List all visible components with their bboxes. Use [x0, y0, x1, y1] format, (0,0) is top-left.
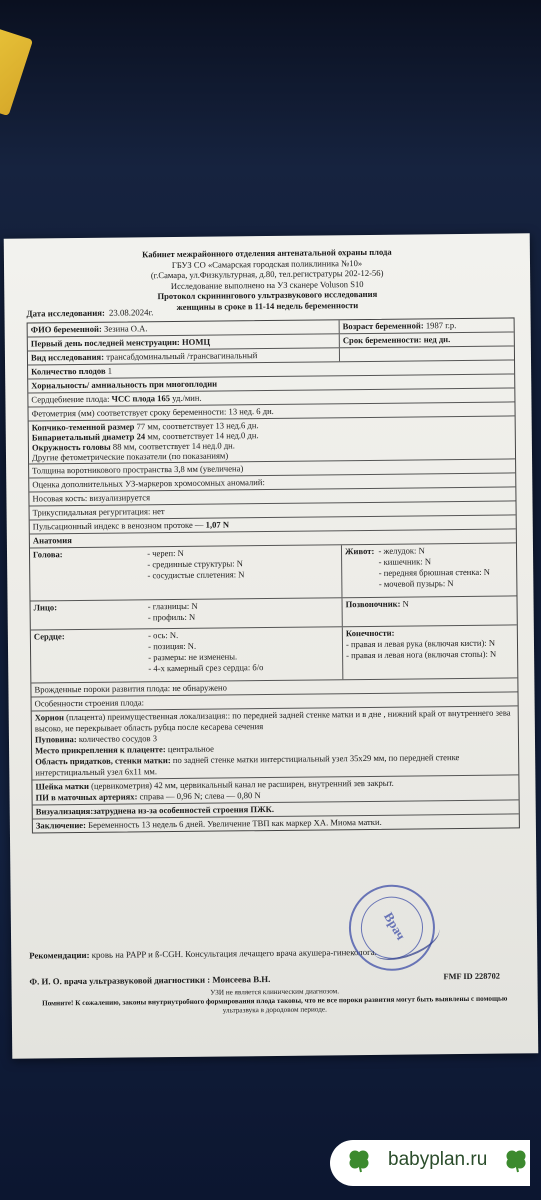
hc-text: мм, соответствует 14 нед.0 дн. [123, 440, 235, 452]
uterine-pi-value: справа — 0,96 N; слева — 0,80 N [139, 790, 261, 802]
lmp-value: НОМЦ [181, 336, 211, 347]
uterine-pi-label: ПИ в маточных артериях: [35, 791, 138, 803]
abdomen-items [378, 545, 490, 590]
watermark-text: babyplan.ru [388, 1149, 488, 1170]
study-date [26, 307, 153, 318]
bpr-text: мм, соответствует 14 нед.0 дн. [147, 430, 259, 442]
spine-label: Позвоночник: [345, 598, 401, 610]
heart-rate-key: ЧСС плода [111, 393, 156, 404]
cervix-label: Шейка матки [35, 780, 89, 792]
study-date-label: Дата исследования: [26, 307, 106, 319]
age-label: Возраст беременной: [342, 320, 424, 332]
adnexa-label: Область придатков, стенки матки: [35, 755, 171, 767]
conclusion-value: Беременность 13 недель 6 дней. Увеличение ТВП как маркер ХА. Миома матки. [88, 816, 382, 830]
protocol-title-2: женщины в сроке в 11-14 недель беременности [176, 300, 359, 312]
heart-item: - ось: N. [147, 629, 179, 641]
heart-item: - 4-х камерный срез сердца: б/о [148, 662, 264, 674]
ktr-text: мм, соответствует 13 нед.6 дн. [147, 420, 259, 432]
other-fetometry: Другие фетометрические показатели (по показаниям) [31, 450, 229, 463]
limbs-item: - правая и левая рука (включая кисти): N [345, 637, 496, 650]
ktr-label: Копчико-теменной размер [31, 421, 135, 433]
face-label: Лицо: [33, 602, 58, 613]
heart-rate-unit: уд./мин. [172, 392, 202, 404]
footer-line: УЗИ не является клиническим диагнозом. [210, 987, 340, 997]
study-date-value: 23.08.2024г. [108, 307, 154, 318]
row-tricuspid: Трикуспидальная регургитация: нет [30, 501, 516, 520]
header-line-4: Исследование выполнено на УЗ сканере Voluson S10 [170, 278, 364, 291]
recommendations [29, 947, 377, 961]
row-head-abdomen [30, 543, 517, 601]
footer-disclaimer [22, 985, 528, 1017]
doctor-name: Моисеева В.Н. [212, 974, 271, 985]
recommendations-label: Рекомендации: [29, 949, 90, 961]
recommendations-value: кровь на PAPP и ß-CGH. Консультация лечащего врача акушера-гинеколога. [91, 946, 377, 960]
ktr-value: 77 [136, 421, 146, 432]
fio-value: Зезина О.А. [103, 323, 148, 334]
lmp-label: Первый день последней менструации: [30, 336, 180, 349]
abdomen-item: - мочевой пузырь: N [378, 578, 454, 589]
row-markers: Оценка дополнительных УЗ-маркеров хромосомных аномалий: [29, 473, 515, 492]
head-item: - череп: N [147, 547, 184, 559]
footer-line: ультразвука в дородовом периоде. [222, 1005, 327, 1015]
head-item: - срединные структуры: N [147, 558, 244, 570]
row-features: Особенности строения плода: [32, 692, 518, 711]
conclusion-label: Заключение: [35, 819, 87, 831]
row-nasal-bone: Носовая кость: визуализируется [29, 487, 515, 506]
pi-venous-value: 1,07 N [205, 519, 230, 530]
term-value: нед дн. [423, 334, 451, 345]
head-items [147, 547, 244, 581]
clover-icon [346, 1147, 372, 1173]
bpr-value: 24 [136, 431, 146, 442]
exam-type-label: Вид исследования: [30, 351, 105, 363]
visualization-value: затруднена из-за особенностей строения ПЖК. [93, 803, 275, 816]
heart-rate-value: 165 [157, 393, 171, 404]
age-value: 1987 г.р. [425, 320, 457, 331]
row-malformations: Врожденные пороки развития плода: не обнаружено [31, 678, 517, 697]
abdomen-item: - желудок: N [378, 545, 425, 556]
insertion-value: центральное [167, 743, 214, 755]
hc-value: 88 [112, 441, 122, 452]
chorion-text: (плацента) преимущественная локализация:: по передней задней стенке матки и в дне , нижний край от внутреннего зева высоко, не перекрывает область рубца после кесарева сечения [34, 707, 511, 734]
visualization-label: Визуализация: [35, 805, 94, 817]
insertion-label: Место прикрепления к плаценте: [35, 744, 166, 756]
fmf-id: FMF ID 228702 [443, 971, 500, 982]
adnexa-value: по задней стенке матки интерстициальный узел 35х29 мм, по передней стенке интерстициальный узел 6х11 мм. [35, 752, 460, 778]
heart-rate-label: Сердцебиение плода: [31, 393, 110, 405]
doctor-label: Ф. И. О. врача ультразвуковой диагностики : [29, 974, 211, 987]
ultrasound-protocol-sheet [4, 233, 539, 1058]
heart-item: - позиция: N. [148, 640, 197, 652]
limbs-item: - правая и левая нога (включая стопы): N [346, 648, 497, 661]
face-item: - глазницы: N [147, 600, 198, 612]
cord-value: количество сосудов 3 [78, 733, 158, 745]
limbs-label: Конечности: [345, 627, 395, 639]
cervix-text: (цервикометрия) 42 мм, цервикальный канал не расширен, внутренний зев закрыт. [91, 777, 394, 791]
header-line-1: Кабинет межрайонного отделения антенатальной охраны плода [142, 246, 392, 260]
row-chorion [32, 706, 519, 780]
yellow-paper-corner [0, 24, 33, 116]
row-chorionicity: Хориальность/ амниальность при многоплодии [28, 374, 514, 393]
document-header [4, 245, 531, 314]
footer-line: Помните! К сожалению, законы внутриутробного формирования плода таковы, что не все пороки развития могут быть выявлены с помощью [42, 994, 508, 1008]
abdomen-item: - передняя брюшная стенка: N [378, 566, 491, 578]
chorion-label: Хорион [34, 712, 65, 723]
hc-label: Окружность головы [31, 441, 111, 453]
row-fetometry: Фетометрия (мм) соответствует сроку беременности: 13 нед. 6 дн. [28, 402, 514, 421]
head-item: - сосудистые сплетения: N [147, 569, 245, 581]
abdomen-label: Живот: [344, 545, 375, 557]
abdomen-item: - кишечник: N [378, 556, 432, 567]
clover-icon [503, 1147, 529, 1173]
cord-label: Пуповина: [34, 734, 77, 745]
row-nt: Толщина воротникового пространства 3,8 мм (увеличена) [29, 459, 515, 478]
head-label: Голова: [32, 549, 63, 560]
bpr-label: Бипариетальный диаметр [31, 431, 135, 443]
stamp-text: Врач [381, 909, 409, 943]
fetus-count-label: Количество плодов [31, 365, 106, 377]
header-line-2: ГБУЗ СО «Самарская городская поликлиника №10» [171, 257, 363, 270]
heart-label: Сердце: [33, 631, 65, 642]
row-heart-limbs [31, 625, 518, 683]
heart-items [148, 629, 263, 674]
row-biometry [29, 416, 515, 464]
spine-value: N [402, 598, 409, 609]
fetus-count-value: 1 [107, 365, 113, 376]
protocol-table [27, 317, 520, 833]
pi-venous-label: Пульсационный индекс в венозном протоке — [32, 519, 204, 532]
face-item: - профиль: N [147, 611, 196, 623]
heart-item: - размеры: не изменены. [148, 651, 238, 663]
protocol-title-1: Протокол скринингового ультразвукового исследования [157, 289, 378, 302]
face-items [148, 601, 198, 624]
row-anatomy-title: Анатомия [30, 529, 516, 548]
header-line-3: (г.Самара, ул.Физкультурная, д.80, тел.регистратуры 202-12-56) [150, 267, 384, 281]
exam-type-value: трансабдоминальный /трансвагинальный [106, 350, 258, 362]
term-label: Срок беременности: [342, 334, 422, 346]
doctor-line [29, 974, 270, 987]
fio-label: ФИО беременной: [30, 323, 102, 335]
